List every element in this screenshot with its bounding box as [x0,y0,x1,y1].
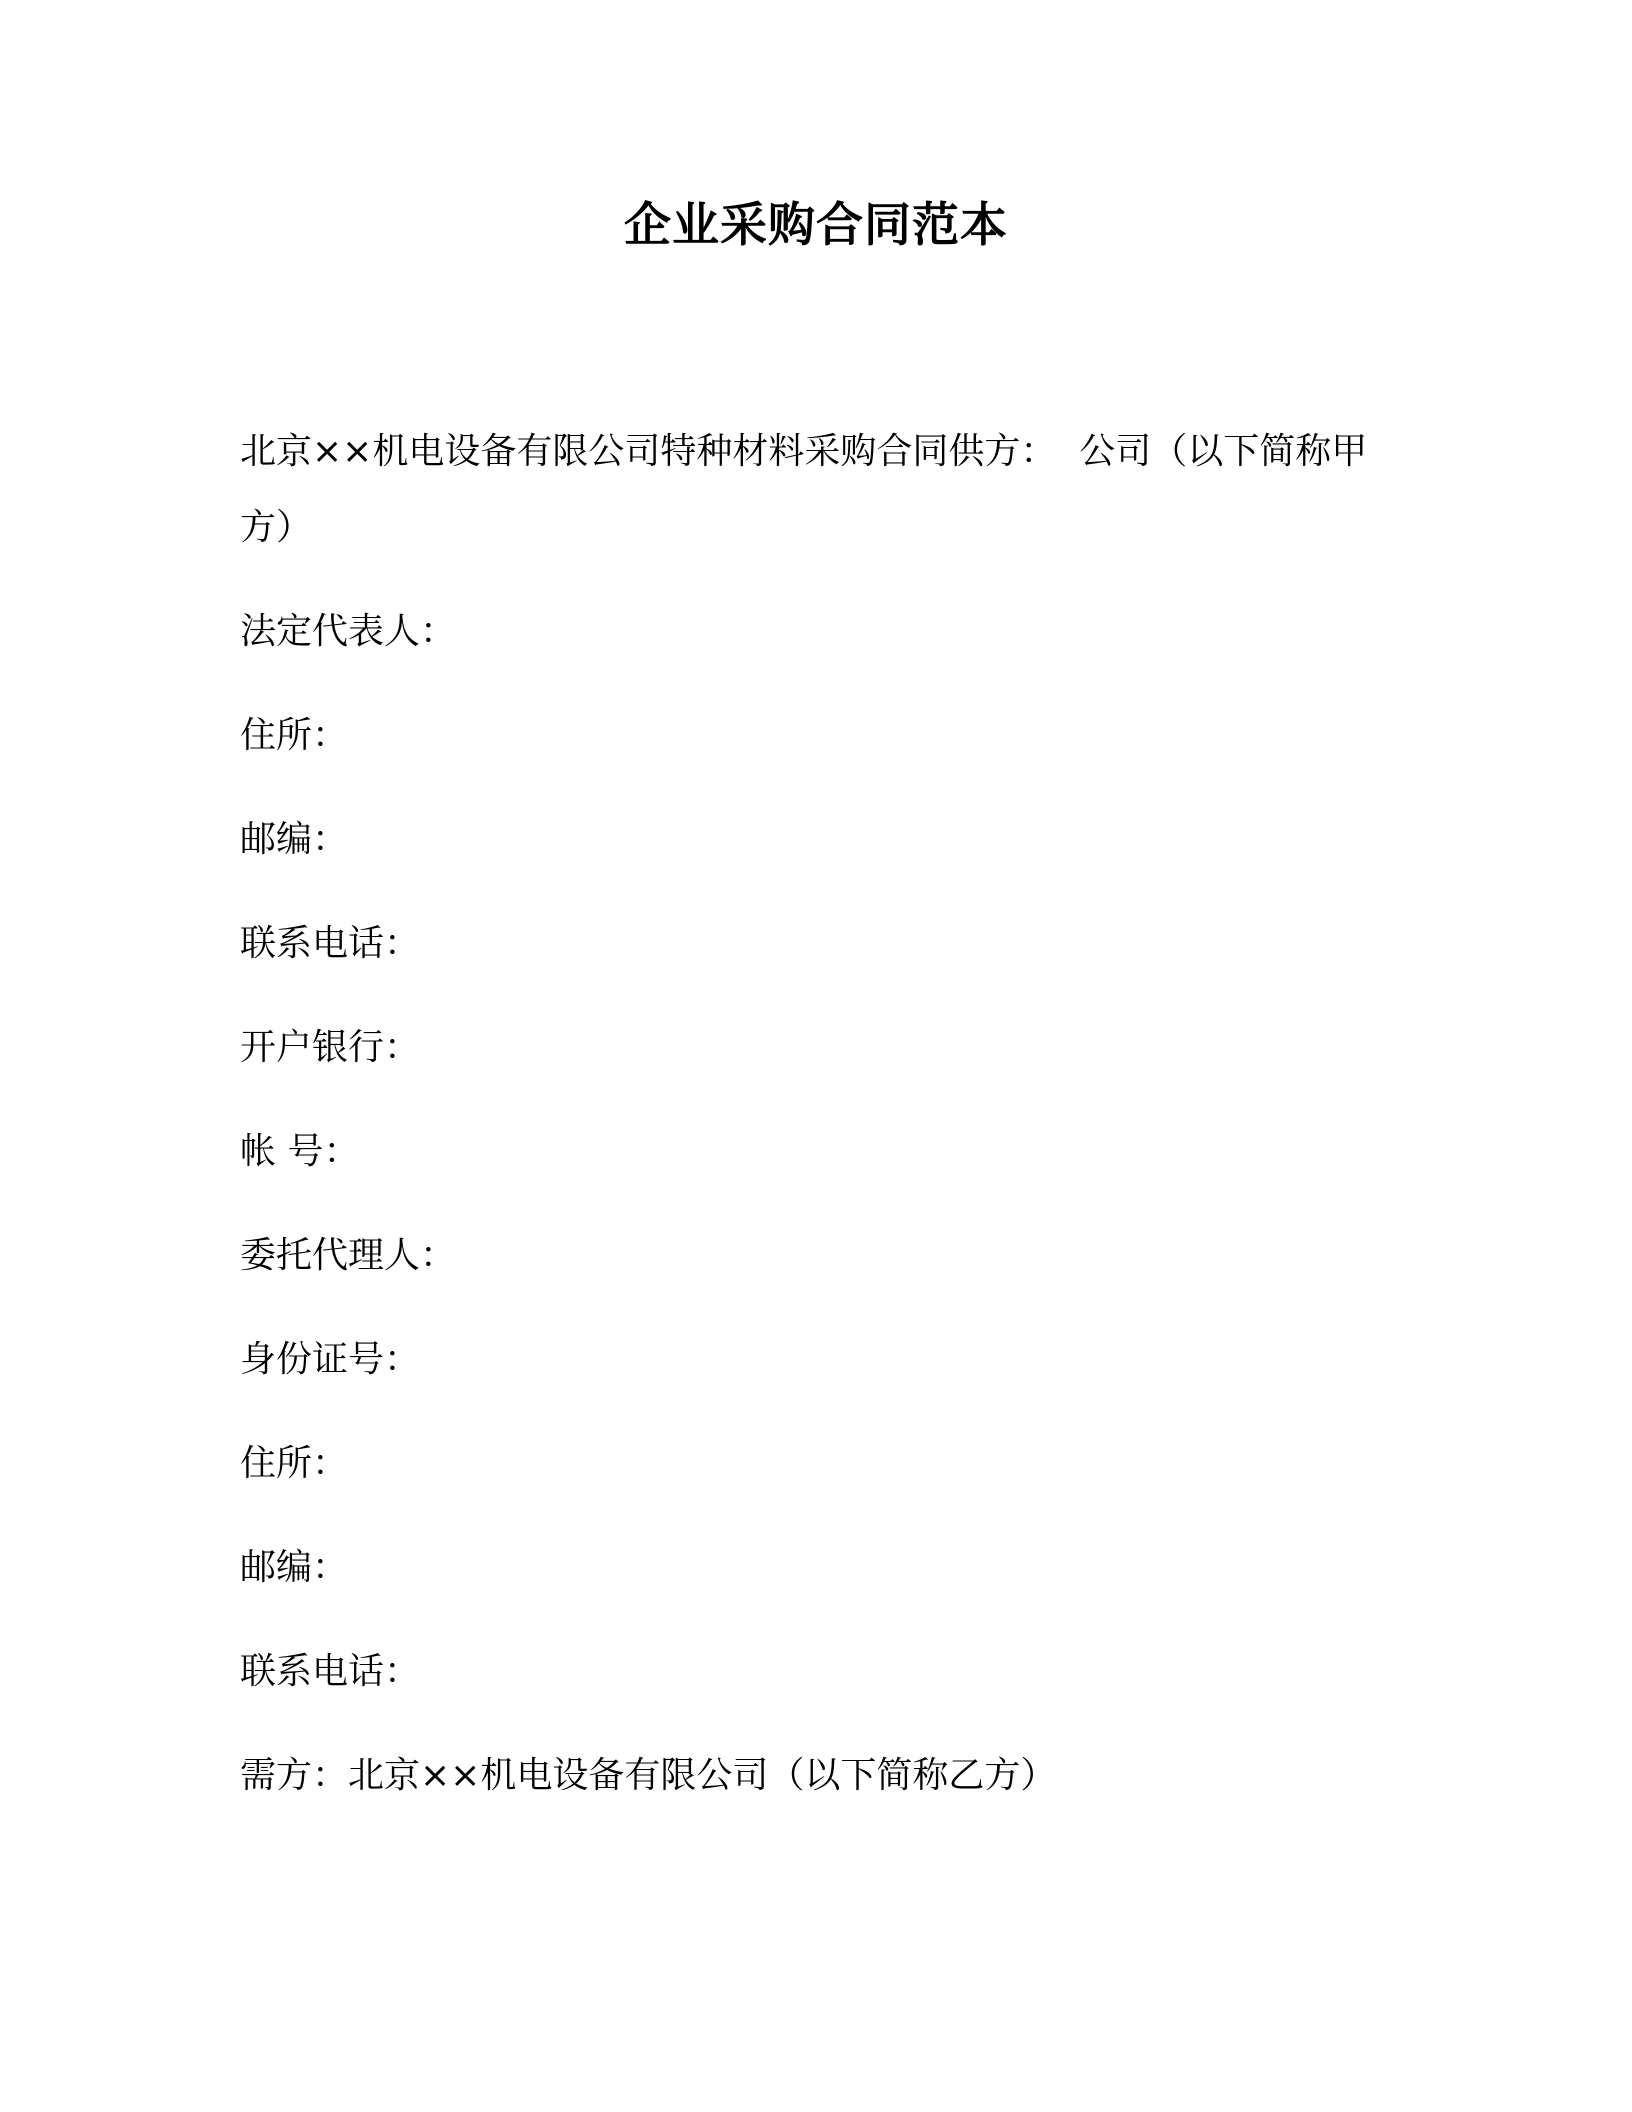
paragraph-buyer-intro: 需方：北京××机电设备有限公司（以下简称乙方） [240,1755,1057,1796]
paragraph-bank: 开户银行： [240,1027,421,1068]
paragraph-address: 住所： [240,715,349,756]
document-body [240,414,1380,1814]
paragraph-legal-representative: 法定代表人： [240,611,457,652]
paragraph-agent: 委托代理人： [240,1235,457,1276]
paragraph-address-2: 住所： [240,1443,349,1484]
paragraph-id-number: 身份证号： [240,1339,421,1380]
paragraph-postcode: 邮编： [240,819,349,860]
paragraph-phone: 联系电话： [240,923,421,964]
paragraph-postcode-2: 邮编： [240,1547,349,1588]
paragraph-phone-2: 联系电话： [240,1651,421,1692]
paragraph-account: 帐 号： [240,1131,360,1172]
document-title: 企业采购合同范本 [624,198,1008,253]
paragraph-supplier-intro: 北京××机电设备有限公司特种材料采购合同供方： 公司（以下简称甲方） [240,431,1368,548]
